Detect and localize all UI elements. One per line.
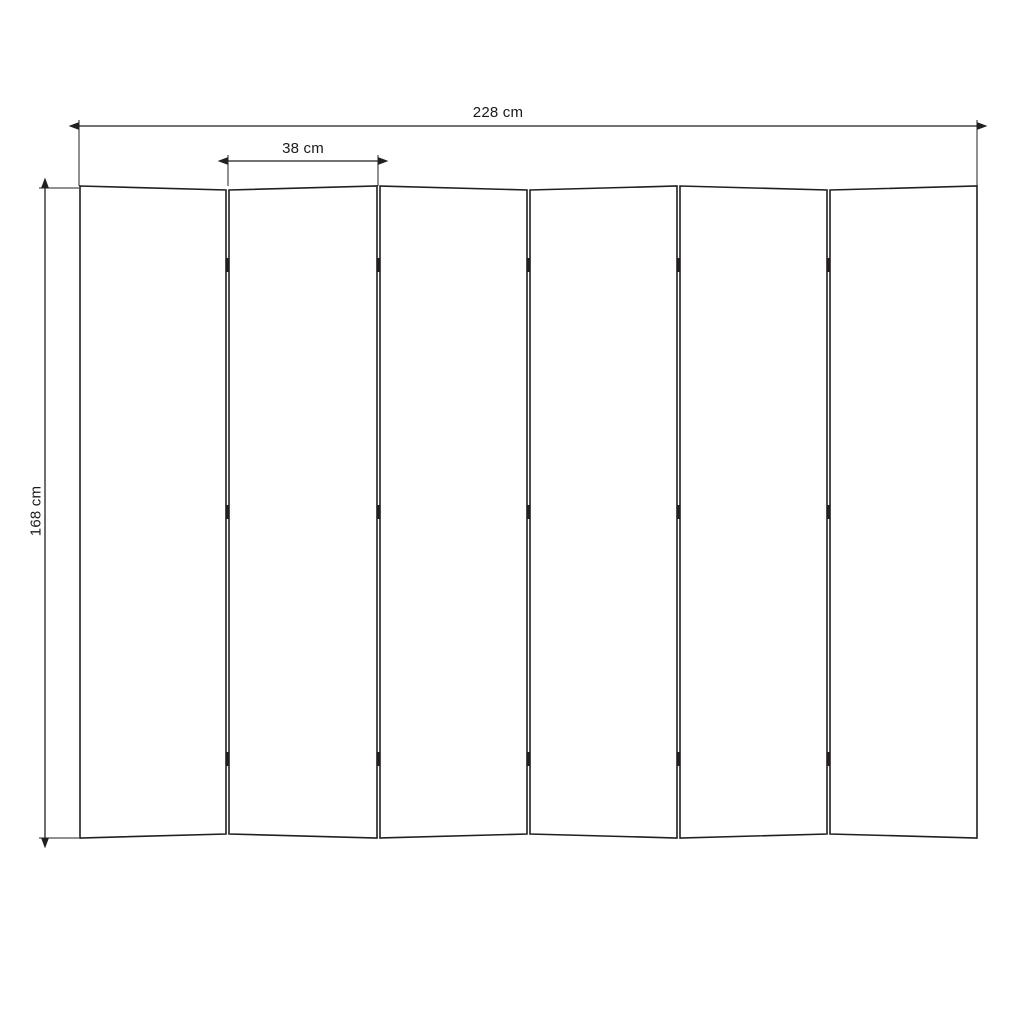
overall-width-dimension: [79, 120, 977, 186]
panel-5: [680, 186, 827, 838]
height-dimension: [39, 188, 79, 838]
panel-width-dimension: [228, 155, 378, 186]
overall-width-label: 228 cm: [472, 104, 524, 121]
panel-3: [380, 186, 527, 838]
panel-4: [530, 186, 677, 838]
panel-2: [229, 186, 377, 838]
height-label: 168 cm: [27, 485, 45, 537]
panel-1: [80, 186, 226, 838]
panel-6: [830, 186, 977, 838]
panel-width-label: 38 cm: [282, 140, 324, 157]
